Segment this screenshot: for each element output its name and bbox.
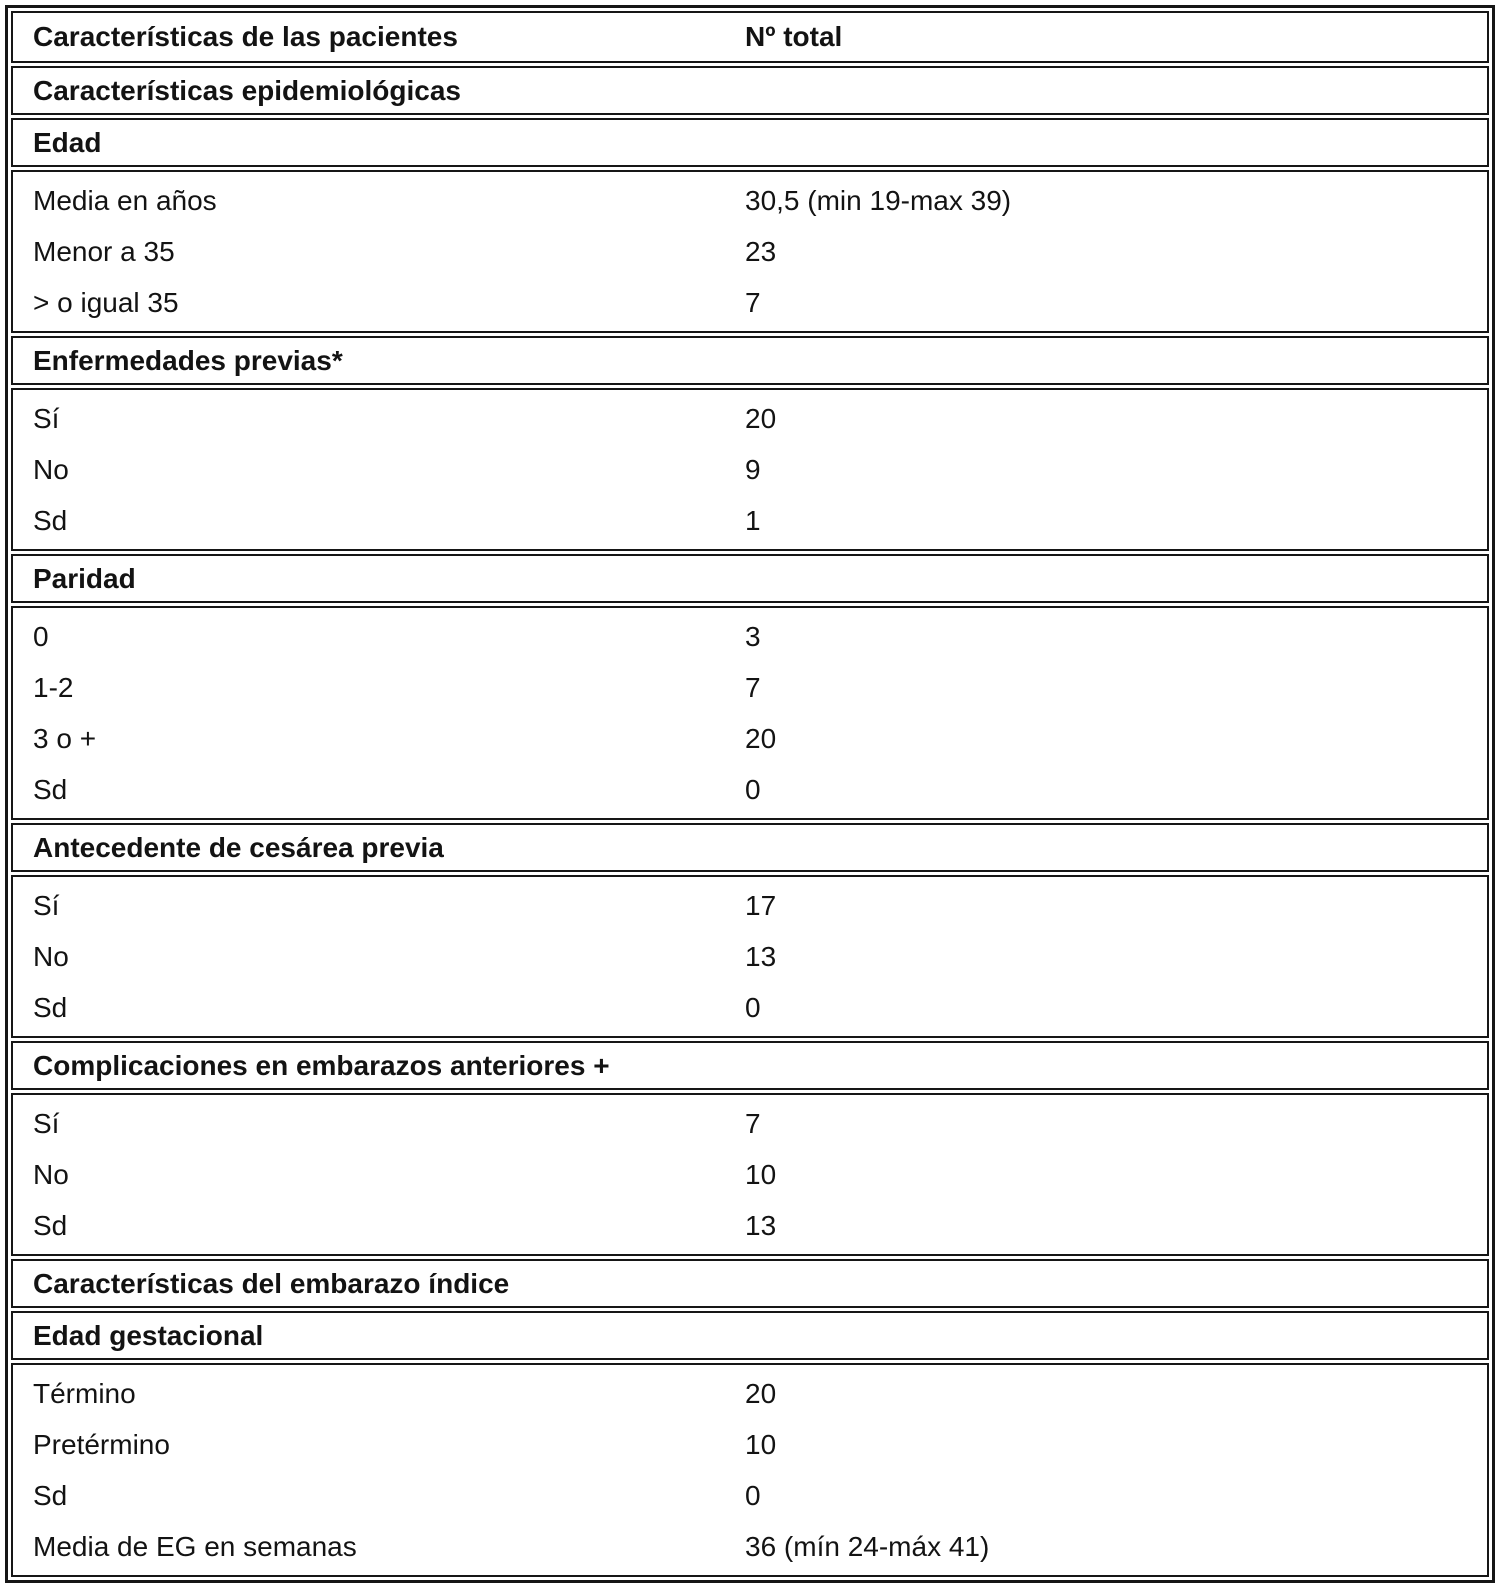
table-row [13, 1470, 1487, 1521]
row-label: 1-2 [33, 672, 74, 703]
table-row [13, 1368, 1487, 1419]
row-value: 10 [745, 1429, 777, 1460]
row-value: 7 [745, 287, 761, 318]
section-title: Edad gestacional [33, 1319, 264, 1351]
row-value: 3 [745, 621, 761, 652]
row-label: Sí [33, 403, 60, 434]
table-row [13, 611, 1487, 662]
row-label: Sd [33, 1480, 68, 1511]
table-row [13, 931, 1487, 982]
section-title: Características del embarazo índice [33, 1267, 510, 1299]
row-value: 7 [745, 1108, 761, 1139]
row-label: Sd [33, 505, 68, 536]
table-row [13, 880, 1487, 931]
section-title: Complicaciones en embarazos anteriores + [33, 1049, 610, 1081]
row-label: Término [33, 1378, 136, 1409]
section-title: Enfermedades previas* [33, 344, 343, 376]
section-title: Paridad [33, 562, 136, 594]
table-row [13, 713, 1487, 764]
row-label: Media en años [33, 185, 217, 216]
row-label: No [33, 1159, 69, 1190]
table-row [13, 226, 1487, 277]
table-row [13, 393, 1487, 444]
row-value: 9 [745, 454, 761, 485]
row-value: 17 [745, 890, 777, 921]
row-value: 7 [745, 672, 761, 703]
data-block-antecedente-cesarea [11, 875, 1489, 1038]
row-value: 30,5 (min 19-max 39) [745, 185, 1012, 216]
section-title: Edad [33, 126, 102, 158]
data-block-complicaciones [11, 1093, 1489, 1256]
section-enfermedades-previas [11, 336, 1489, 385]
row-value: 20 [745, 403, 777, 434]
table-row [13, 1419, 1487, 1470]
table-row [13, 1149, 1487, 1200]
column-header-total: Nº total [745, 21, 843, 52]
table-row [13, 1098, 1487, 1149]
row-label: Sd [33, 992, 68, 1023]
table-row [13, 1200, 1487, 1251]
row-value: 20 [745, 723, 777, 754]
row-label: Pretérmino [33, 1429, 170, 1460]
table-row [13, 1521, 1487, 1572]
data-block-edad [11, 170, 1489, 333]
table-row [13, 444, 1487, 495]
table-row [13, 982, 1487, 1033]
table-row [13, 764, 1487, 815]
section-complicaciones-embarazos-anteriores [11, 1041, 1489, 1090]
section-title: Antecedente de cesárea previa [33, 831, 444, 863]
table-header-row [11, 11, 1489, 63]
data-block-paridad [11, 606, 1489, 820]
row-label: 3 o + [33, 723, 97, 754]
table-row [13, 495, 1487, 546]
row-label: Sí [33, 890, 60, 921]
column-header-characteristics: Características de las pacientes [33, 21, 458, 52]
section-edad [11, 118, 1489, 167]
row-value: 1 [745, 505, 761, 536]
section-paridad [11, 554, 1489, 603]
section-title: Características epidemiológicas [33, 74, 461, 106]
row-label: > o igual 35 [33, 287, 179, 318]
row-value: 0 [745, 774, 761, 805]
row-label: No [33, 941, 69, 972]
data-block-enfermedades-previas [11, 388, 1489, 551]
row-value: 13 [745, 941, 777, 972]
table-row [13, 662, 1487, 713]
row-label: Menor a 35 [33, 236, 175, 267]
row-value: 10 [745, 1159, 777, 1190]
row-label: Sd [33, 774, 68, 805]
section-caracteristicas-epidemiologicas [11, 66, 1489, 115]
row-label: Sd [33, 1210, 68, 1241]
section-edad-gestacional [11, 1311, 1489, 1360]
row-value: 0 [745, 992, 761, 1023]
row-value: 36 (mín 24-máx 41) [745, 1531, 990, 1562]
section-antecedente-cesarea-previa [11, 823, 1489, 872]
row-label: 0 [33, 621, 49, 652]
row-value: 23 [745, 236, 777, 267]
row-label: Sí [33, 1108, 60, 1139]
row-label: Media de EG en semanas [33, 1531, 357, 1562]
section-caracteristicas-embarazo-indice [11, 1259, 1489, 1308]
row-value: 13 [745, 1210, 777, 1241]
row-label: No [33, 454, 69, 485]
patient-characteristics-table [5, 5, 1495, 1583]
table-row [13, 175, 1487, 226]
table-row [13, 277, 1487, 328]
row-value: 0 [745, 1480, 761, 1511]
data-block-edad-gestacional [11, 1363, 1489, 1577]
row-value: 20 [745, 1378, 777, 1409]
